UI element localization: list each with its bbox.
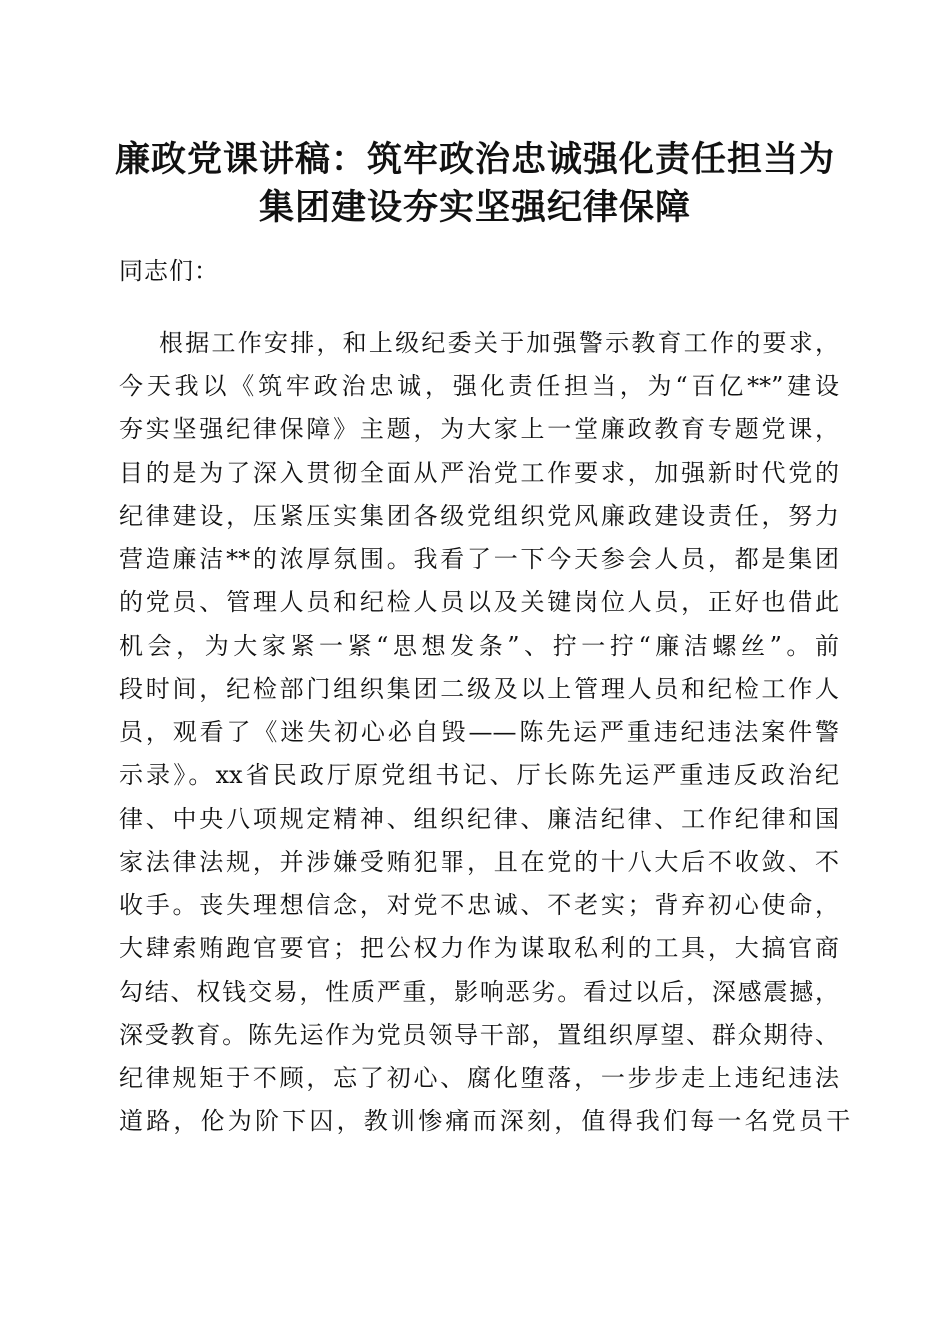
body-line: 示录》。xx省民政厅原党组书记、厅长陈先运严重违反政治纪 [119,761,839,789]
body-line: 家法律法规，并涉嫌受贿犯罪，且在党的十八大后不收敛、不 [119,848,839,876]
salutation: 同志们： [119,257,219,285]
body-line: 道路，伦为阶下囚，教训惨痛而深刻，值得我们每一名党员干 [119,1107,854,1135]
body-line: 员，观看了《迷失初心必自毁——陈先运严重违纪违法案件警 [119,718,839,746]
document-title-line-1: 廉政党课讲稿：筑牢政治忠诚强化责任担当为 [114,139,835,180]
body-line: 大肆索贿跑官要官；把公权力作为谋取私利的工具，大搞官商 [119,934,839,962]
body-line: 今天我以《筑牢政治忠诚，强化责任担当，为“百亿**”建设 [119,372,839,400]
body-line: 的党员、管理人员和纪检人员以及关键岗位人员，正好也借此 [119,588,839,616]
body-line: 深受教育。陈先运作为党员领导干部，置组织厚望、群众期待、 [119,1021,839,1049]
document-title-line-2: 集团建设夯实坚强纪律保障 [258,187,691,228]
body-line: 纪律建设，压紧压实集团各级党组织党风廉政建设责任，努力 [119,502,839,530]
body-line: 根据工作安排，和上级纪委关于加强警示教育工作的要求， [159,329,839,357]
body-line: 勾结、权钱交易，性质严重，影响恶劣。看过以后，深感震撼， [119,978,839,1006]
body-line: 纪律规矩于不顾，忘了初心、腐化堕落，一步步走上违纪违法 [119,1064,839,1092]
body-line: 夯实坚强纪律保障》主题，为大家上一堂廉政教育专题党课， [119,415,839,443]
body-line: 机会，为大家紧一紧“思想发条”、拧一拧“廉洁螺丝”。前 [119,632,839,660]
body-line: 段时间，纪检部门组织集团二级及以上管理人员和纪检工作人 [119,675,839,703]
body-line: 收手。丧失理想信念，对党不忠诚、不老实；背弃初心使命， [119,891,839,919]
body-line: 律、中央八项规定精神、组织纪律、廉洁纪律、工作纪律和国 [119,805,839,833]
body-line: 目的是为了深入贯彻全面从严治党工作要求，加强新时代党的 [119,459,839,487]
body-line: 营造廉洁**的浓厚氛围。我看了一下今天参会人员，都是集团 [119,545,839,573]
